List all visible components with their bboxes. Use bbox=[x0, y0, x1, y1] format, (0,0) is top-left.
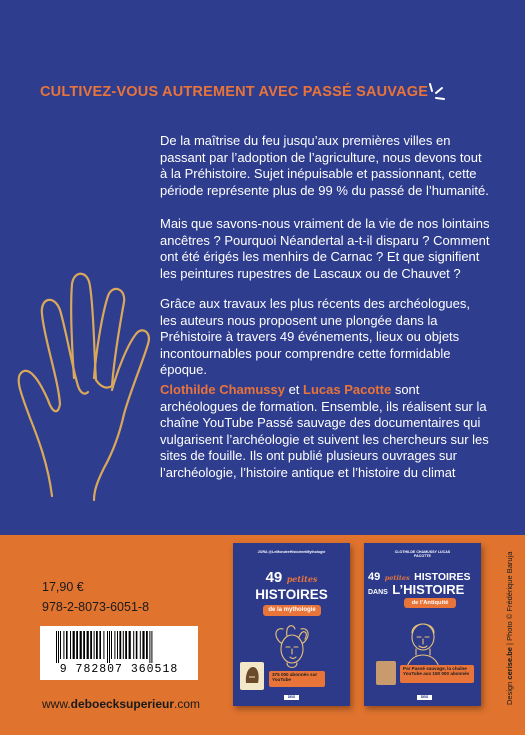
barcode-bar bbox=[142, 631, 144, 659]
barcode-bar bbox=[80, 631, 82, 659]
book-title: HISTOIRES bbox=[414, 571, 471, 583]
barcode-bar bbox=[63, 631, 64, 659]
book-number: 49 bbox=[368, 571, 381, 583]
book-authors: JORA @LeMondeeHistoireetMythologie bbox=[257, 550, 326, 554]
book-title: HISTOIRES bbox=[255, 587, 328, 602]
barcode-bar bbox=[136, 631, 138, 659]
book-cover-antiquity bbox=[364, 543, 481, 706]
book-small-word: petites bbox=[286, 574, 318, 584]
helmet-illustration bbox=[239, 661, 265, 691]
paragraph-text: Mais que savons-nous vraiment de la vie de nos lointains ancêtres ? Pourquoi Néandertal a-t-il disparu ? Comment ont été érigés les menhirs de Carnac ? Et que signifient les peintures rupestres de Lascaux ou de Chauvet ? bbox=[160, 216, 490, 281]
credit-suffix: | Photo © Frédérique Baruja bbox=[505, 551, 514, 648]
website[interactable] bbox=[42, 697, 200, 711]
barcode-bar bbox=[70, 631, 71, 659]
book-small-word: petites bbox=[384, 574, 410, 582]
medusa-head-illustration bbox=[269, 619, 315, 675]
roman-bust-illustration bbox=[398, 613, 448, 673]
headline: CULTIVEZ-VOUS AUTREMENT AVEC PASSÉ SAUVAGE bbox=[40, 84, 429, 100]
handprint-illustration bbox=[8, 268, 158, 508]
barcode-bar bbox=[129, 631, 131, 659]
barcode-bar bbox=[66, 631, 68, 659]
author-name: Clothilde Chamussy bbox=[160, 382, 285, 397]
paragraph-3 bbox=[160, 296, 490, 379]
barcode-bar bbox=[114, 631, 115, 659]
author-name: Lucas Pacotte bbox=[303, 382, 392, 397]
barcode-bar bbox=[103, 631, 104, 659]
book-authors: CLOTHILDE CHAMUSSY LUCAS PACOTTE bbox=[394, 550, 451, 559]
credit-designer: cerise.be bbox=[505, 647, 514, 680]
website-domain: deboecksuperieur bbox=[70, 697, 175, 711]
paragraph-2 bbox=[160, 216, 490, 282]
book-subtitle: de la mythologie bbox=[263, 605, 321, 616]
book-title-2: L’HISTOIRE bbox=[392, 582, 465, 597]
barcode-bar bbox=[117, 631, 118, 659]
book-publisher-logo: DBS bbox=[417, 695, 432, 700]
authors-bio bbox=[160, 382, 490, 482]
barcode-bar bbox=[60, 631, 61, 659]
barcode-bar bbox=[58, 631, 59, 663]
book-sticker: Par Passé sauvage, la chaîne YouTube aux 150 000 abonnés bbox=[400, 665, 474, 683]
website-suffix: .com bbox=[174, 697, 201, 711]
barcode-bar bbox=[90, 631, 92, 659]
barcode-bar bbox=[119, 631, 121, 659]
barcode-bar bbox=[109, 631, 110, 663]
barcode-bar bbox=[94, 631, 95, 659]
credit-prefix: Design bbox=[505, 679, 514, 705]
barcode-bar bbox=[123, 631, 124, 659]
barcode-bar bbox=[107, 631, 108, 663]
barcode-bar bbox=[96, 631, 98, 659]
barcode-bar bbox=[146, 631, 148, 659]
barcode-bar bbox=[99, 631, 101, 659]
paragraph-text: De la maîtrise du feu jusqu’aux premières villes en passant par l’adoption de l’agriculture, nous devons tout à la Préhistoire. Sujet inépuisable et passionnant, cette période représente plus de 99 % du passé de l’humanité. bbox=[160, 133, 489, 198]
barcode-bar bbox=[73, 631, 75, 659]
author-photo bbox=[376, 661, 396, 685]
barcode-bars bbox=[52, 631, 186, 663]
barcode-bar bbox=[133, 631, 134, 659]
barcode-bar bbox=[111, 631, 112, 659]
spark-lines-icon bbox=[428, 82, 448, 104]
barcode-bar bbox=[125, 631, 127, 659]
barcode-bar bbox=[140, 631, 141, 659]
barcode-bar bbox=[76, 631, 78, 659]
price: 17,90 € bbox=[42, 580, 84, 594]
barcode-bar bbox=[151, 631, 152, 663]
book-cover-mythology bbox=[233, 543, 350, 706]
barcode bbox=[40, 626, 198, 680]
book-sticker: 375 000 abonnés sur YouTube bbox=[269, 671, 325, 687]
book-subtitle: de l’Antiquité bbox=[404, 598, 456, 608]
barcode-bar bbox=[149, 631, 150, 663]
book-publisher-logo: DBS bbox=[284, 695, 299, 700]
book-title-connector: DANS bbox=[368, 589, 388, 596]
book-number: 49 bbox=[265, 569, 283, 586]
barcode-bar bbox=[83, 631, 85, 659]
website-prefix: www. bbox=[42, 697, 71, 711]
barcode-bar bbox=[56, 631, 57, 663]
paragraph-1 bbox=[160, 133, 490, 199]
bio-connector: et bbox=[284, 382, 304, 397]
bio-text: sont archéologues de formation. Ensemble, ils réalisent sur la chaîne YouTube Passé sauvage des documentaires qui vulgarisent l’archéologie et suivent les chercheurs sur les sites de fouille. Ils ont publié plusieurs ouvrages sur l’archéologie, l’histoire antique et l’histoire du climat bbox=[160, 382, 489, 480]
barcode-number: 9 782807 360518 bbox=[59, 663, 179, 676]
design-photo-credit bbox=[505, 552, 514, 705]
barcode-bar bbox=[87, 631, 89, 659]
paragraph-text: Grâce aux travaux les plus récents des archéologues, les auteurs nous proposent une plongée dans la Préhistoire à travers 49 événements, lieux ou objets incontournables pour comprendre cette formidable époque. bbox=[160, 296, 471, 378]
isbn: 978-2-8073-6051-8 bbox=[42, 600, 150, 614]
